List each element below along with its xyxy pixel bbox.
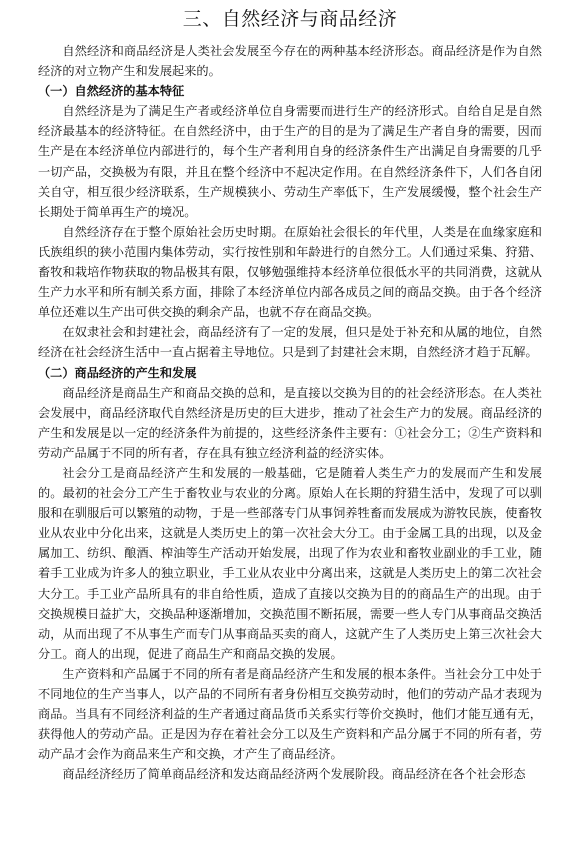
section2-paragraph-3: 生产资料和产品属于不同的所有者是商品经济产生和发展的根本条件。当社会分工中处于不同地位的生产当事人，以产品的不同所有者身份相互交换劳动时，他们的劳动产品才表现为商品。当具有不同经济利益的生产者通过商品货币关系实行等价交换时，他们才能互通有无，获得他人的劳动产品。正是因为存在着社会分工以及生产资料和产品分属于不同的所有者，劳动产品才会作为商品来生产和交换，才产生了商品经济。 (38, 666, 542, 762)
page-title: 三、自然经济与商品经济 (182, 8, 398, 30)
section1-paragraph-3: 在奴隶社会和封建社会，商品经济有了一定的发展，但只是处于补充和从属的地位，自然经济在社会经济生活中一直占据着主导地位。只是到了封建社会末期，自然经济才趋于瓦解。 (38, 325, 542, 360)
section2-heading: （二）商品经济的产生和发展 (38, 365, 197, 380)
intro-paragraph: 自然经济和商品经济是人类社会发展至今存在的两种基本经济形态。商品经济是作为自然经济的对立物产生和发展起来的。 (38, 44, 542, 79)
section2-paragraph-4: 商品经济经历了简单商品经济和发达商品经济两个发展阶段。商品经济在各个社会形态 (62, 767, 526, 782)
section2-paragraph-2: 社会分工是商品经济产生和发展的一般基础，它是随着人类生产力的发展而产生和发展的。最初的社会分工产生于畜牧业与农业的分离。原始人在长期的狩猎生活中，发现了可以驯服和在驯服后可以繁殖的动物，于是一些部落专门从事饲养牲畜而发展成为游牧民族，使畜牧业从农业中分化出来，这就是人类历史上的第一次社会大分工。由于金属工具的出现，以及金属加工、纺织、酿酒、榨油等生产活动开始发展，出现了作为农业和畜牧业副业的手工业，随着手工业成为许多人的独立职业，手工业从农业中分离出来，这就是人类历史上的第二次社会大分工。手工业产品所具有的非自给性质，造成了直接以交换为目的的商品生产的出现。由于交换规模日益扩大，交换品种逐渐增加，交换范围不断拓展，需要一些人专门从事商品交换活动，从而出现了不从事生产而专门从事商品买卖的商人，这就产生了人类历史上第三次社会大分工。商人的出现，促进了商品生产和商品交换的发展。 (38, 465, 542, 661)
section1-paragraph-1: 自然经济是为了满足生产者或经济单位自身需要而进行生产的经济形式。自给自足是自然经济最基本的经济特征。在自然经济中，由于生产的目的是为了满足生产者自身的需要，因而生产是在本经济单位内部进行的，每个生产者利用自身的经济条件生产出满足自身需要的几乎一切产品，交换极为有限，并且在整个经济中不起决定作用。在自然经济条件下，人们各自闭关自守，相互很少经济联系，生产规模狭小、劳动生产率低下，生产发展缓慢，整个社会生产长期处于简单再生产的境况。 (38, 104, 542, 219)
section1-heading: （一）自然经济的基本特征 (38, 84, 185, 99)
section1-paragraph-2: 自然经济存在于整个原始社会历史时期。在原始社会很长的年代里，人类是在血缘家庭和氏族组织的狭小范围内集体劳动，实行按性别和年龄进行的自然分工。人们通过采集、狩猎、畜牧和栽培作物获取的物品极其有限，仅够勉强维持本经济单位很低水平的共同消费，这就从生产力水平和所有制关系方面，排除了本经济单位内部各成员之间的商品交换。由于各个经济单位还难以生产出可供交换的剩余产品，也就不存在商品交换。 (38, 224, 542, 320)
section2-paragraph-1: 商品经济是商品生产和商品交换的总和，是直接以交换为目的的社会经济形态。在人类社会发展中，商品经济取代自然经济是历史的巨大进步，推动了社会生产力的发展。商品经济的产生和发展是以一定的经济条件为前提的，这些经济条件主要有：①社会分工；②生产资料和劳动产品属于不同的所有者，存在具有独立经济利益的经济实体。 (38, 385, 542, 460)
